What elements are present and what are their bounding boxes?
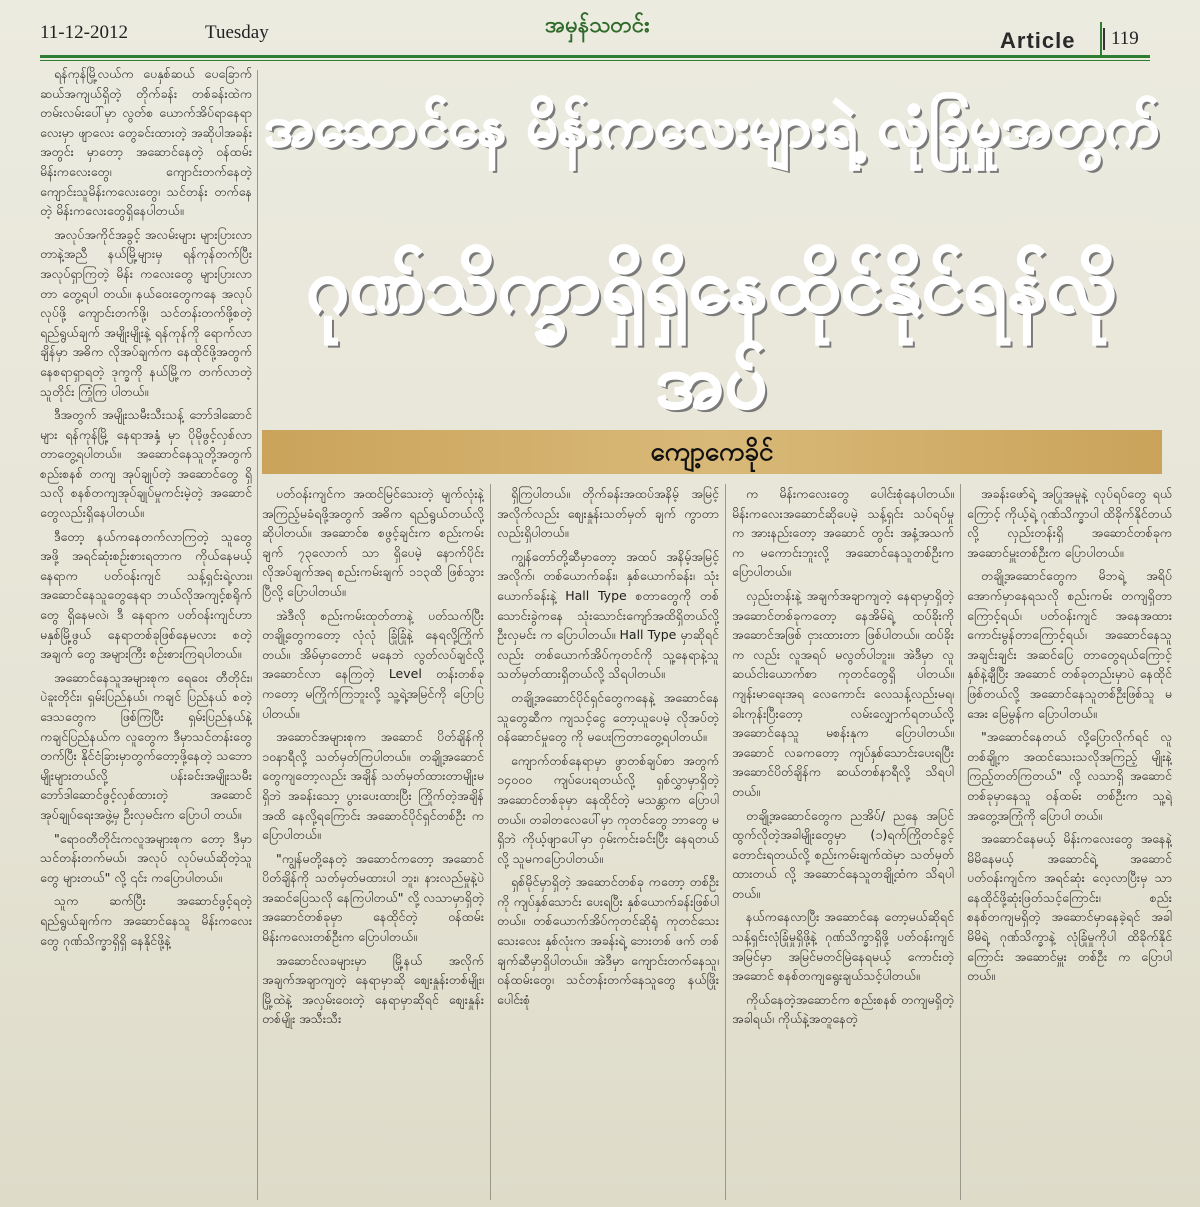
column-divider: [490, 484, 491, 1200]
paragraph: ဒီတော့ နယ်ကနေတက်လာကြတဲ့ သူတွေအဖို့ အရင်ဆုံးစဉ်းစားရတာက ကိုယ်နေမယ့် နေရာက ပတ်ဝန်းကျင် သန့်ရှင်းရဲ့လား၊ အဆောင်နေသူတွေနေရာ ဘယ်လိုအကျင့်စရိုက်တွေ ရှိနေမလဲ၊ ဒီ နေရာက ပတ်ဝန်းကျင်ဟာမနှစ်မြို့ဖွယ် နေရာတစ်ခုဖြစ်နေမလား စတဲ့ အချက် တွေ အများကြီး စဉ်းစားကြရပါတယ်။: [40, 528, 252, 662]
article-column-2: [262, 484, 484, 1204]
paragraph: ကျောက်တစ်နေရာမှာ ဖွာတစ်ချပ်စာ အတွက် ၁၄၀၀၀ ကျပ်ပေးရတယ်လို့ ရှစ်လွှာမှာရှိတဲ့ အဆောင်တစ်ခုမှာ နေထိုင်တဲ့ မသန္တာက ပြောပါတယ်။ တခါတလေပေါ်မှာ ကုတင်တွေ ဘာတွေ မရှိဘဲ ကိုယ့်ဖျာပေါ်မှာ ဝှမ်းကင်းခင်းပြီး နေရတယ်လို့ သူမကပြောပါတယ်။: [497, 752, 719, 866]
paragraph: လှည်းတန်းနဲ့ အချက်အချာကျတဲ့ နေရာမှာရှိတဲ့ အဆောင်တစ်ခုကတော့ နေအိမ်ရဲ့ ထပ်ခိုးကို အဆောင်အဖြစ် ငှားထားတာ ဖြစ်ပါတယ်။ ထပ်ခိုးက လည်း လူအရပ် မလွတ်ပါဘူး။ အဲဒီမှာ လူဆယ်ငါးယောက်စာ ကုတင်တွေရှိ ပါတယ်။ ကျန်းမာရေးအရ လေကောင်း လေသန့်လည်းမရ၊ ခါးကုန်းပြီးတော့ လမ်းလျှောက်ရတယ်လို့ အဆောင်နေသူ မစန်းနုက ပြောပါတယ်။ အဆောင် လခကတော့ ကျပ်နှစ်သောင်းပေးရပြီး အဆောင်ပိတ်ချိန်က ဆယ်တစ်နာရီလို့ သိရပါတယ်။: [732, 587, 954, 799]
column-divider: [725, 484, 726, 1200]
paragraph: ဒီအတွက် အမျိုးသမီးသီးသန့် ဘော်ဒါဆောင်များ ရန်ကုန်မြို့ နေရာအနှံ့ မှာ ပိုမိုဖွင့်လှစ်လာတာတွေ့ရပါတယ်။ အဆောင်နေသူတို့အတွက် စည်းစနစ် တကျ အုပ်ချုပ်တဲ့ အဆောင်တွေ ရှိသလို စနစ်တကျအုပ်ချုပ်မှုကင်းမဲ့တဲ့ အဆောင် တွေလည်းရှိနေပါတယ်။: [40, 407, 252, 521]
article-column-1: [40, 64, 252, 1204]
paragraph: အလုပ်အကိုင်အခွင့် အလမ်းများ များပြားလာတာနဲ့အညီ နယ်မြို့များမှ ရန်ကုန်တက်ပြီး အလုပ်ရှာကြတဲ့ မိန်း ကလေးတွေ များပြားလာတာ တွေ့ရပါ တယ်။ နယ်ဝေးတွေကနေ အလုပ်လုပ်ဖို့ ကျောင်းတက်ဖို့၊ သင်တန်းတက်ဖို့စတဲ့ ရည်ရွယ်ချက် အမျိုးမျိုးနဲ့ ရန်ကုန်ကို ရောက်လာချိန်မှာ အဓိက လိုအပ်ချက်က နေထိုင်ဖို့အတွက် နေစရာရှာရတဲ့ ဒုက္ခကို နယ်မြို့က တက်လာတဲ့သူတိုင်း ကြုံကြ ပါတယ်။: [40, 226, 252, 399]
paragraph: အဆောင်နေမယ့် မိန်းကလေးတွေ အနေနဲ့ မိမိနေမယ့် အဆောင်ရဲ့ အဆောင် ပတ်ဝန်းကျင်က အရင်ဆုံး လေ့လာပြီးမှ သာ နေထိုင်ဖို့ဆုံးဖြတ်သင့်ကြောင်း၊ စည်း စနစ်တကျမရှိတဲ့ အဆောင်မှာနေခဲ့ရင် အခါ မိမိရဲ့ ဂုဏ်သိက္ခာနဲ့ လုံခြုံမှုကိုပါ ထိခိုက်နိုင်ကြောင်း အဆောင်မှူး တစ်ဦး က ပြောပါတယ်။: [967, 831, 1172, 984]
paragraph: ကိုယ်နေတဲ့အဆောင်က စည်းစနစ် တကျမရှိတဲ့အခါရယ်၊ ကိုယ်နဲ့အတူနေတဲ့: [732, 991, 954, 1027]
paragraph: အဆောင်လခများမှာ မြို့နယ် အလိုက် အချက်အချာကျတဲ့ နေရာမှာဆို စျေးနှုန်းတစ်မျိုး၊ မြို့ထဲနဲ့ အလှမ်းဝေးတဲ့ နေရာမှာဆိုရင် စျေးနှုန်းတစ်မျိုး အသီးသီး: [262, 952, 484, 1027]
header-rule: [40, 55, 1150, 58]
headline-line-1: အဆောင်နေ မိန်းကလေးများရဲ့ လုံခြုံမှုအတွက်: [264, 95, 1160, 158]
paragraph: ကျွန်တော်တို့ဆီမှာတော့ အထပ် အနိမ့်အမြင့်အလိုက်၊ တစ်ယောက်ခန်း၊ နှစ်ယောက်ခန်း၊ သုံးယောက်ခန်းနဲ့ Hall Type စတာတွေကို တစ်သောင်းခွဲကနေ သုံးသောင်းကျော်အထိရှိတယ်လို့ ဦးလှမင်း က ပြောပါတယ်။ Hall Type မှာဆိုရင် လည်း တစ်ယောက်အိပ်ကုတင်ကို သူ့နေရာနဲ့သူ သတ်မှတ်ထားရှိတယ်လို့ သိရပါတယ်။: [497, 548, 719, 682]
paragraph: တချို့အဆောင်တွေက ညအိပ်/ ညနေ အပြင်ထွက်လိုတဲ့အခါမျိုးတွေမှာ (၁)ရက်ကြိုတင်ခွင့်တောင်းရတယ်လို့ စည်းကမ်းချက်ထဲမှာ သတ်မှတ်ထားတယ် လို့ အဆောင်နေသူတချို့ထံက သိရပါ တယ်။: [732, 807, 954, 901]
paragraph: "အဆောင်နေတယ် လို့ပြောလိုက်ရင် လူတစ်ချို့က အထင်သေးသလိုအကြည့် မျိုးနဲ့ ကြည့်တတ်ကြတယ်" လို့ လသာရှိ အဆောင်တစ်ခုမှာနေသူ ဝန်ထမ်း တစ်ဦးက သူ့ရဲ့ အတွေ့အကြုံကို ပြောပါ တယ်။: [967, 729, 1172, 823]
column-divider: [960, 484, 961, 1200]
headline-line-2: ဂုဏ်သိက္ခာရှိရှိနေထိုင်နိုင်ရန်လိုအပ်: [306, 243, 1118, 425]
article-column-5: [967, 484, 1172, 1204]
paragraph: အဆောင်အများစုက အဆောင် ပိတ်ချိန်ကို ၁၀နာရီလို့ သတ်မှတ်ကြပါတယ်။ တချို့အဆောင်တွေကျတော့လည်း အချိန် သတ်မှတ်ထားတာမျိုးမရှိဘဲ အခန်းသော့ ပွားပေးထားပြီး ကြိုက်တဲ့အချိန်အထိ နေလို့ရကြောင်း အဆောင်ပိုင်ရှင်တစ်ဦး ကပြောပါတယ်။: [262, 729, 484, 843]
header-divider: [1100, 22, 1102, 56]
paragraph: ရှိကြပါတယ်။ တိုက်ခန်းအထပ်အနိမ့် အမြင့်အလိုက်လည်း စျေးနှုန်းသတ်မှတ် ချက် ကွာတာလည်းရှိပါတယ်။: [497, 486, 719, 541]
paragraph: တချို့အဆောင်ပိုင်ရှင်တွေကနေနဲ့ အဆောင်နေသူတွေဆီက ကျသင့်ငွေ တော့ယူပေမဲ့ လိုအပ်တဲ့ ဝန်ဆောင်မှုတွေ ကို မပေးကြတာတွေ့ရပါတယ်။: [497, 689, 719, 745]
article-column-3: [497, 484, 719, 1204]
paragraph: ရန်ကုန်မြို့လယ်က ပေနှစ်ဆယ် ပေခြောက်ဆယ်အကျယ်ရှိတဲ့ တိုက်ခန်း တစ်ခန်းထဲက တမ်းလမ်းပေါ်မှာ လွတ်စ ယောက်အိပ်ရာနေရာလေးမှာ ဖျာလေး တွေခင်းထားတဲ့ အဆိုပါအခန်းအတွင်း မှာတော့ အဆောင်နေတဲ့ ဝန်ထမ်း မိန်းကလေးတွေ၊ ကျောင်းတက်နေတဲ့ ကျောင်းသူမိန်းကလေးတွေ၊ သင်တန်း တက်နေတဲ့ မိန်းကလေးတွေရှိနေပါတယ်။: [40, 66, 252, 219]
paragraph: တချို့အဆောင်တွေက မိဘရဲ့ အရိပ်အောက်မှာနေရသလို စည်းကမ်း တကျရှိတာကြောင့်ရယ်၊ ပတ်ဝန်းကျင် အနေအထားကောင်းမွန်တာကြောင့်ရယ်၊ အဆောင်နေသူ အချင်းချင်း အဆင်ပြေ တာတွေရယ်ကြောင့် နှစ်နဲ့ချီပြီး အဆောင် တစ်ခုတည်းမှာပဲ နေထိုင်ဖြစ်တယ်လို့ အဆောင်နေသူတစ်ဦးဖြစ်သူ မအေး မြေမွန်က ပြောပါတယ်။: [967, 568, 1172, 721]
paragraph: "ရောဝတီတိုင်းကလူအများစုက တော့ ဒီမှာသင်တန်းတက်မယ်၊ အလုပ် လုပ်မယ်ဆိုတဲ့သူတွေ များတယ်" လို့ ၎င်း ကပြောပါတယ်။: [40, 830, 252, 885]
paragraph: သူက ဆက်ပြီး အဆောင်ဖွင့်ရတဲ့ ရည်ရွယ်ချက်က အဆောင်နေသူ မိန်းကလေးတွေ ဂုဏ်သိက္ခာရှိရှိ နေနိုင်ဖို့နဲ့: [40, 893, 252, 948]
paragraph: နယ်ကနေလာပြီး အဆောင်နေ တော့မယ်ဆိုရင် သန့်ရှင်းလုံခြုံမှုရှိဖို့နဲ့ ဂုဏ်သိက္ခာရှိဖို့ ပတ်ဝန်းကျင်အမြင်မှာ အမြင်မတင်မြဲနေရမယ့် ကောင်းတဲ့အဆောင် စနစ်တကျရွေးချယ်သင့်ပါတယ်။: [732, 909, 954, 984]
paragraph: အခန်းဖော်ရဲ့ အပြုအမူနဲ့ လုပ်ရပ်တွေ ရယ်ကြောင့် ကိုယ့်ရဲ့ ဂုဏ်သိက္ခာပါ ထိခိုက်နိုင်တယ်လို့ လှည်းတန်းရှိ အဆောင်တစ်ခုက အဆောင်မှူးတစ်ဦးက ပြောပါတယ်။: [967, 486, 1172, 560]
paragraph: "ကျွန်မတို့နေတဲ့ အဆောင်ကတော့ အဆောင်ပိတ်ချိန်ကို သတ်မှတ်မထားပါ ဘူး၊ နားလည်မှုနဲ့ပဲ အဆင်ပြေသလို နေကြပါတယ်" လို့ လသာမှာရှိတဲ့ အဆောင်တစ်ခုမှာ နေထိုင်တဲ့ ဝန်ထမ်း မိန်းကလေးတစ်ဦးက ပြောပါတယ်။: [262, 850, 484, 945]
paragraph: အဆောင်နေသူအများစုက ရေဝေး တီတိုင်း၊ ပဲခူးတိုင်း၊ ရှမ်းပြည်နယ်၊ ကချင် ပြည်နယ် စတဲ့ဒေသတွေက ဖြစ်ကြပြီး ရှမ်းပြည်နယ်နဲ့ ကချင်ပြည်နယ်က လူတွေက ဒီမှာသင်တန်းတွေတက်ပြီး နိုင်ငံခြားမှာတွက်တော့ဖို့နေတဲ့ သဘော မျိုးများတယ်လို့ ပန်းခင်းအမျိုးသမီး ဘော်ဒါဆောင်ဖွင့်လှစ်ထားတဲ့ အဆောင် အုပ်ချုပ်ရေးအဖွဲ့မှ ဦးလှမင်းက ပြောပါ တယ်။: [40, 669, 252, 822]
paragraph: အဲဒီလို စည်းကမ်းထုတ်တာနဲ့ ပတ်သက်ပြီး တချို့တွေကတော့ လုံလုံ ခြုံခြုံနဲ့ နေရလို့ကြိုက်တယ်။ အိမ်မှာတောင် မနေဘဲ လွတ်လပ်ချင်လို့ အဆောင်လာ နေကြတဲ့ Level တန်းတစ်ခုကတော့ မကြိုက်ကြဘူးလို့ သူ့ရဲ့အမြင်ကို ပြောပြ ပါတယ်။: [262, 607, 484, 721]
byline: ကျော့ကေခိုင်: [650, 437, 774, 467]
issue-date: 11-12-2012: [40, 22, 128, 43]
paragraph: ပတ်ဝန်းကျင်က အထင်မြင်သေးတဲ့ မျက်လုံးနဲ့ အကြည့်မခံရဖို့အတွက် အဓိက ရည်ရွယ်တယ်လို့ ဆိုပါတယ်။ အဆောင်စ စဖွင့်ချင်းက စည်းကမ်းချက် ၇၃လောက် သာ ရှိပေမဲ့ နောက်ပိုင်း လိုအပ်ချက်အရ စည်းကမ်းချက် ၁၁၃ထိ ဖြစ်သွားပြီလို့ ပြောပါတယ်။: [262, 486, 484, 599]
header-rule-thin: [40, 60, 1150, 61]
article-column-4: [732, 484, 954, 1204]
issue-day: Tuesday: [205, 22, 269, 43]
section-label: Article: [1000, 28, 1076, 53]
column-divider: [257, 70, 258, 1200]
page-number: 119: [1103, 28, 1139, 50]
paragraph: ရှစ်မိုင်မှာရှိတဲ့ အဆောင်တစ်ခု ကတော့ တစ်ဦးကို ကျပ်နှစ်သောင်း ပေးရပြီး နှစ်ယောက်ခန်းဖြစ်ပါတယ်။ တစ်ယောက်အိပ်ကုတင်ဆိုရုံ ကုတင်သေး သေးလေး နှစ်လုံးက အခန်းရဲ့ ဘေးတစ် ဖက် တစ်ချက်ဆီမှာရှိပါတယ်။ အဲဒီမှာ ကျောင်းတက်နေသူ၊ ဝန်ထမ်းတွေ၊ သင်တန်းတက်နေသူတွေ နယ်ဖြိုးပေါင်းစုံ: [497, 874, 719, 1007]
masthead-logo: အမှန်သတင်း: [545, 13, 650, 38]
paragraph: က မိန်းကလေးတွေ ပေါင်းစုံနေပါတယ်။ မိန်းကလေးအဆောင်ဆိုပေမဲ့ သန့်ရှင်း သပ်ရပ်မှုက အားနည်းတော့ အဆောင် တွင်း အနံ့အသက်က မကောင်းဘူးလို့ အဆောင်နေသူတစ်ဦးက ပြောပါတယ်။: [732, 486, 954, 580]
